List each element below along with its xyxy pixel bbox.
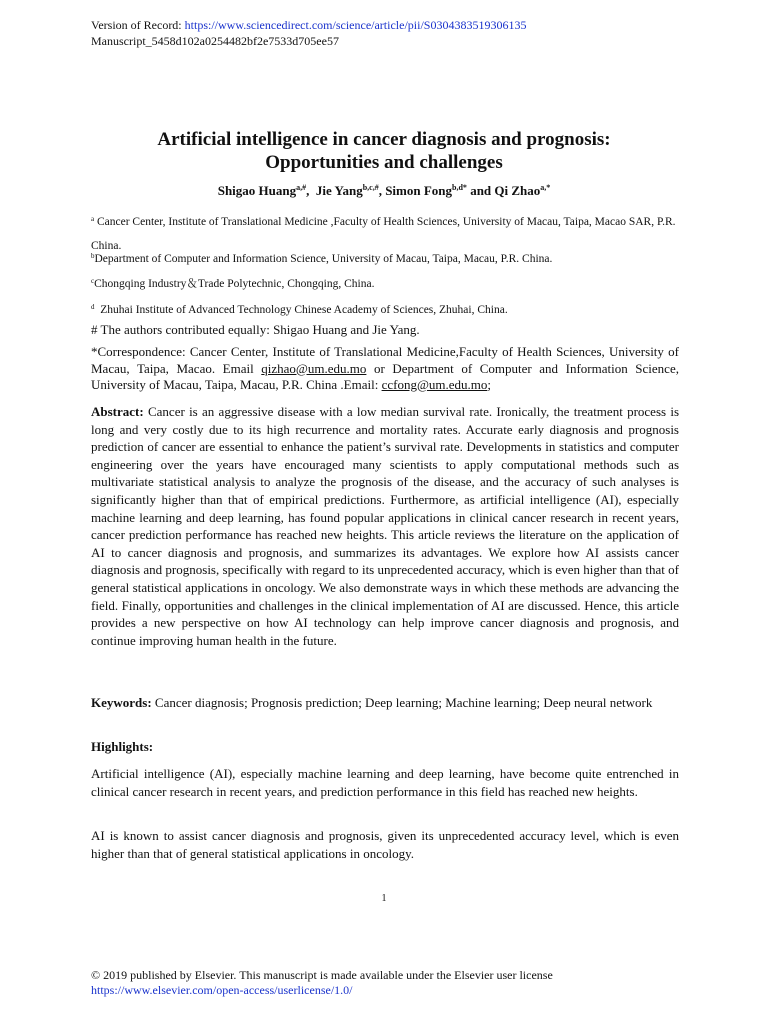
title-line-2: Opportunities and challenges [265,152,503,173]
license-link[interactable]: https://www.elsevier.com/open-access/userlicense/1.0/ [91,983,353,997]
affiliation-c [91,273,679,293]
email-link-ccfong[interactable]: ccfong@um.edu.mo [381,377,488,392]
affiliation-mark: a [91,215,95,223]
affiliation-mark: b [91,252,95,260]
keywords-text: Cancer diagnosis; Prognosis prediction; Deep learning; Machine learning; Deep neural network [151,695,653,710]
author-affiliation-mark: b,d* [452,183,467,192]
manuscript-id: Manuscript_5458d102a0254482bf2e7533d705ee57 [91,34,339,48]
equal-contribution-note: # The authors contributed equally: Shigao Huang and Jie Yang. [91,322,420,337]
author-separator: , [378,183,386,198]
author-affiliation-mark: a,# [296,183,307,192]
abstract-text: Cancer is an aggressive disease with a low median survival rate. Ironically, the treatment process is long and very costly due to its high recurrence and mortality rates. Accurate early diagnosis and prognosis prediction of cancer are essential to enhance the patient’s survival rate. Developments in statistics and computer engineering over the years have encouraged many scientists to apply computational methods such as multivariate statistical analysis to analyze the prognosis of the disease, and the accuracy of such analyses is significantly higher than that of empirical predictions. Furthermore, as artificial intelligence (AI), especially machine learning and deep learning, has found popular applications in clinical cancer research in recent years, cancer prediction performance has reached new heights. This article reviews the literature on the application of AI to cancer diagnosis and prognosis, and summarizes its advantages. We explore how AI assists cancer diagnosis and prognosis, specifically with regard to its unprecedented accuracy, which is even higher than that of general statistical applications in oncology. We also demonstrate ways in which these methods are advancing the field. Finally, opportunities and challenges in the clinical implementation of AI are discussed. Hence, this article provides a new perspective on how AI technology can help improve cancer diagnosis and prognosis, and continue improving human health in the future. [91,404,679,648]
page-number: 1 [381,893,387,904]
author-name: Shigao Huang [217,183,297,198]
highlights-heading: Highlights: [91,739,154,754]
article-title [0,128,768,174]
correspondence [91,344,679,394]
highlight-item: Artificial intelligence (AI), especially machine learning and deep learning, have become quite entrenched in clinical cancer research in recent years, and prediction performance in this field has reached new heights. [91,766,679,799]
affiliation-mark: d [91,303,95,311]
version-of-record-line [91,18,526,32]
affiliation-mark: c [91,277,95,285]
affiliation-text: Cancer Center, Institute of Translational Medicine ,Faculty of Health Sciences, University of Macau, Taipa, Macao SAR, P.R. China. [91,216,676,252]
keywords-label: Keywords: [91,695,152,710]
version-of-record-link[interactable]: https://www.sciencedirect.com/science/article/pii/S0304383519306135 [184,18,527,32]
license-text: © 2019 published by Elsevier. This manuscript is made available under the Elsevier user license [91,968,553,982]
author-affiliation-mark: a,* [540,183,551,192]
author-separator: , [306,183,316,198]
author-separator: and [466,183,495,198]
abstract-label: Abstract: [91,404,144,419]
version-label: Version of Record: [91,18,185,32]
author-list [0,183,768,199]
highlight-item: AI is known to assist cancer diagnosis and prognosis, given its unprecedented accuracy level, which is even higher than that of general statistical applications in oncology. [91,828,679,861]
license-footer [91,968,553,998]
affiliation-d [91,299,679,319]
affiliation-b [91,248,679,268]
abstract [91,403,679,649]
affiliation-text: Chongqing Industry＆Trade Polytechnic, Chongqing, China. [94,278,375,290]
affiliation-text: Zhuhai Institute of Advanced Technology Chinese Academy of Sciences, Zhuhai, China. [94,304,508,316]
affiliation-text: Department of Computer and Information Science, University of Macau, Taipa, Macau, P.R. China. [94,253,553,265]
author-affiliation-mark: b,c,# [362,183,379,192]
correspondence-text: *Correspondence: Cancer Center, Institute of Translational Medicine,Faculty of Health Sciences, University of Macau, Taipa, Macao. Email [91,344,679,376]
author-name: Simon Fong [385,183,453,198]
correspondence-text: ; [487,377,492,392]
email-link-qizhao[interactable]: qizhao@um.edu.mo [261,360,367,376]
author-name: Qi Zhao [494,183,541,198]
title-line-1: Artificial intelligence in cancer diagnosis and prognosis: [157,129,611,150]
correspondence-text: or Department of Computer and Information Science, University of Macau, Taipa, Macau, P.R. China .Email: [91,360,679,392]
author-name: Jie Yang [315,183,363,198]
keywords [91,694,679,712]
